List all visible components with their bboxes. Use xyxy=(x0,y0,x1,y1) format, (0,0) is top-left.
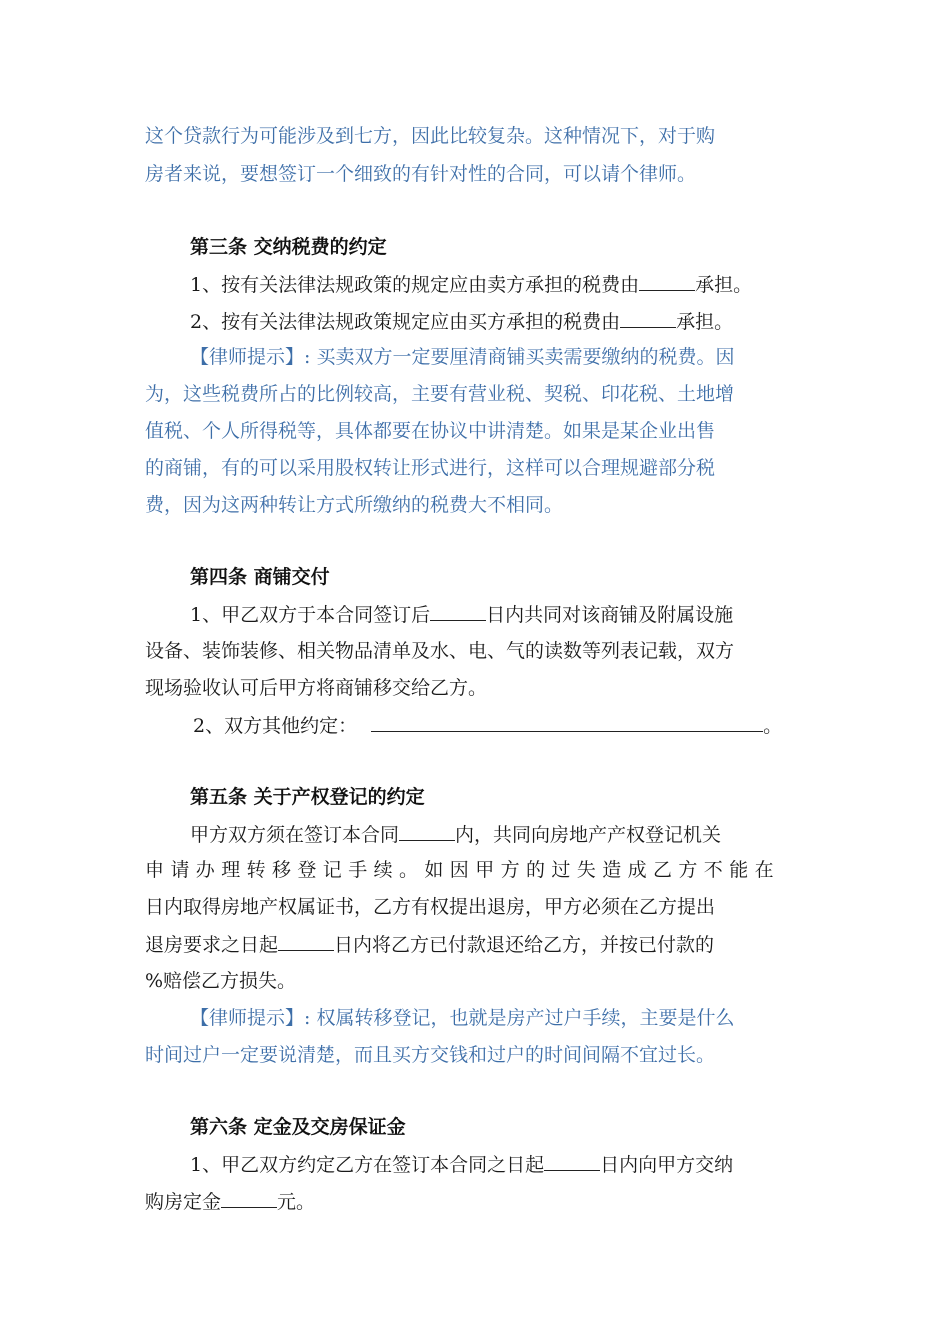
article-4-line-4 xyxy=(193,712,782,739)
article-3-item-2-suffix: 承担。 xyxy=(676,311,734,333)
article-5-line-5: %赔偿乙方损失。 xyxy=(145,970,297,992)
article-3-item-1-text: 1、按有关法律法规政策的规定应由卖方承担的税费由 xyxy=(190,274,640,296)
intro-line-1: 这个贷款行为可能涉及到七方，因此比较复杂。这种情况下，对于购 xyxy=(145,125,716,147)
article-4-line-1-text: 1、甲乙双方于本合同签订后 xyxy=(190,604,431,626)
article-6-line-1-suffix: 日内向甲方交纳 xyxy=(600,1154,734,1176)
article-5-line-2: 申请办理转移登记手续。如因甲方的过失造成乙方不能在 xyxy=(145,859,781,881)
article-4-line-4-suffix: 。 xyxy=(763,715,783,737)
lawyer-tip-label: 【律师提示】 xyxy=(190,346,305,368)
article-5-line-4 xyxy=(145,931,714,958)
article-3-tip-line-3: 值税、个人所得税等，具体都要在协议中讲清楚。如果是某企业出售 xyxy=(145,420,716,442)
article-3-item-2-text: 2、按有关法律法规政策规定应由买方承担的税费由 xyxy=(190,311,621,333)
article-3-item-2 xyxy=(190,308,733,335)
article-3-title: 第三条 交纳税费的约定 xyxy=(190,236,387,258)
article-3-item-1-suffix: 承担。 xyxy=(695,274,753,296)
fill-blank[interactable] xyxy=(221,1188,277,1208)
article-6-line-1 xyxy=(190,1151,733,1178)
article-4-line-2: 设备、装饰装修、相关物品清单及水、电、气的读数等列表记载，双方 xyxy=(145,640,735,662)
fill-blank[interactable] xyxy=(620,308,676,328)
lawyer-tip-label: 【律师提示】 xyxy=(190,1007,305,1029)
article-3-tip-line-2: 为，这些税费所占的比例较高，主要有营业税、契税、印花税、土地增 xyxy=(145,383,735,405)
article-5-tip-line-2: 时间过户一定要说清楚，而且买方交钱和过户的时间间隔不宜过长。 xyxy=(145,1044,716,1066)
article-6-line-2-suffix: 元。 xyxy=(277,1191,316,1213)
fill-blank[interactable] xyxy=(399,821,455,841)
lawyer-tip-text: : 权属转移登记，也就是房产过户手续，主要是什么 xyxy=(304,1007,735,1029)
article-5-title: 第五条 关于产权登记的约定 xyxy=(190,786,425,808)
article-5-line-3: 日内取得房地产权属证书，乙方有权提出退房，甲方必须在乙方提出 xyxy=(145,896,716,918)
article-5-line-1-suffix: 内，共同向房地产产权登记机关 xyxy=(455,824,722,846)
article-6-title: 第六条 定金及交房保证金 xyxy=(190,1116,406,1138)
article-3-tip-line-4: 的商铺，有的可以采用股权转让形式进行，这样可以合理规避部分税 xyxy=(145,457,716,479)
article-5-tip-line-1 xyxy=(190,1005,734,1031)
article-4-line-1 xyxy=(190,601,733,628)
fill-blank[interactable] xyxy=(278,931,334,951)
article-4-line-3: 现场验收认可后甲方将商铺移交给乙方。 xyxy=(145,677,488,699)
article-3-tip-line-5: 费，因为这两种转让方式所缴纳的税费大不相同。 xyxy=(145,494,564,516)
fill-blank[interactable] xyxy=(544,1151,600,1171)
article-3-item-1 xyxy=(190,271,752,298)
intro-line-2: 房者来说，要想签订一个细致的有针对性的合同，可以请个律师。 xyxy=(145,163,697,185)
fill-blank[interactable] xyxy=(639,271,695,291)
article-5-line-4-text: 退房要求之日起 xyxy=(145,934,279,956)
article-5-line-1 xyxy=(190,821,721,848)
article-6-line-1-text: 1、甲乙双方约定乙方在签订本合同之日起 xyxy=(190,1154,545,1176)
article-5-line-1-text: 甲方双方须在签订本合同 xyxy=(190,824,400,846)
article-4-title: 第四条 商铺交付 xyxy=(190,566,330,588)
article-6-line-2 xyxy=(145,1188,315,1215)
article-3-tip-line-1 xyxy=(190,344,734,370)
article-6-line-2-text: 购房定金 xyxy=(145,1191,222,1213)
article-4-line-1-suffix: 日内共同对该商铺及附属设施 xyxy=(486,604,734,626)
article-5-line-4-suffix: 日内将乙方已付款退还给乙方，并按已付款的 xyxy=(334,934,715,956)
lawyer-tip-text: : 买卖双方一定要厘清商铺买卖需要缴纳的税费。因 xyxy=(304,346,735,368)
fill-blank[interactable] xyxy=(430,601,486,621)
article-4-line-4-text: 2、双方其他约定： xyxy=(193,715,358,737)
fill-blank-long[interactable] xyxy=(371,712,763,732)
